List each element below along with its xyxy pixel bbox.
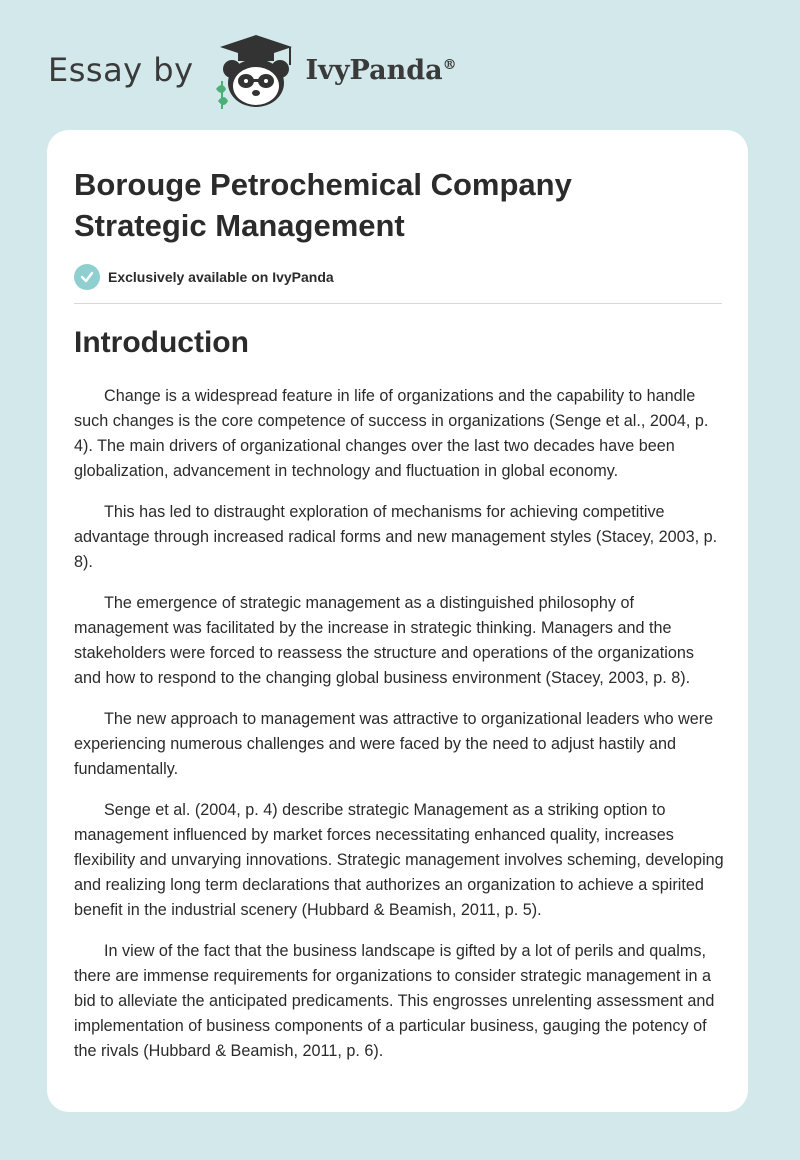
section-heading: Introduction: [74, 326, 249, 359]
paragraph: The emergence of strategic management as a distinguished philosophy of management was facilitated by the increase in strategic thinking. Managers and the stakeholders were forced to reassess the structure and operations of the organizations and how to respond to the changing global business environment (Stacey, 2003, p. 8).: [74, 594, 694, 687]
paragraph: This has led to distraught exploration of mechanisms for achieving competitive advantage through increased radical forms and new management styles (Stacey, 2003, p. 8).: [74, 503, 718, 571]
check-icon: [74, 264, 100, 290]
exclusive-label: Exclusively available on IvyPanda: [108, 269, 334, 285]
ivypanda-logo[interactable]: [210, 31, 457, 109]
article-body: [74, 384, 724, 1080]
panda-mascot-icon: [210, 31, 302, 109]
paragraph: Change is a widespread feature in life of organizations and the capability to handle such changes is the core competence of success in organizations (Senge et al., 2004, p. 4). The main drivers of organizational changes over the last two decades have been globalization, advancement in technology and fluctuation in global economy.: [74, 387, 709, 480]
site-header: [48, 30, 548, 110]
paragraph: Senge et al. (2004, p. 4) describe strategic Management as a striking option to management influenced by market forces necessitating enhanced quality, increases flexibility and unvarying innovations. Strategic management involves scheming, developing and realizing long term declarations that authorizes an organization to achieve a spirited benefit in the industrial scenery (Hubbard & Beamish, 2011, p. 5).: [74, 801, 724, 919]
essay-by-label: Essay by: [48, 51, 194, 89]
exclusive-badge: [74, 264, 334, 290]
divider: [74, 303, 722, 304]
article-title: Borouge Petrochemical Company Strategic Management: [74, 167, 572, 243]
brand-name: IvyPanda®: [305, 54, 457, 86]
paragraph: In view of the fact that the business landscape is gifted by a lot of perils and qualms, there are immense requirements for organizations to consider strategic management in a bid to alleviate the anticipated predicaments. This engrosses unrelenting assessment and implementation of business components of a particular business, gauging the potency of the rivals (Hubbard & Beamish, 2011, p. 6).: [74, 942, 715, 1060]
article-card: [47, 130, 748, 1112]
paragraph: The new approach to management was attractive to organizational leaders who were experiencing numerous challenges and were faced by the need to adjust hastily and fundamentally.: [74, 710, 714, 778]
